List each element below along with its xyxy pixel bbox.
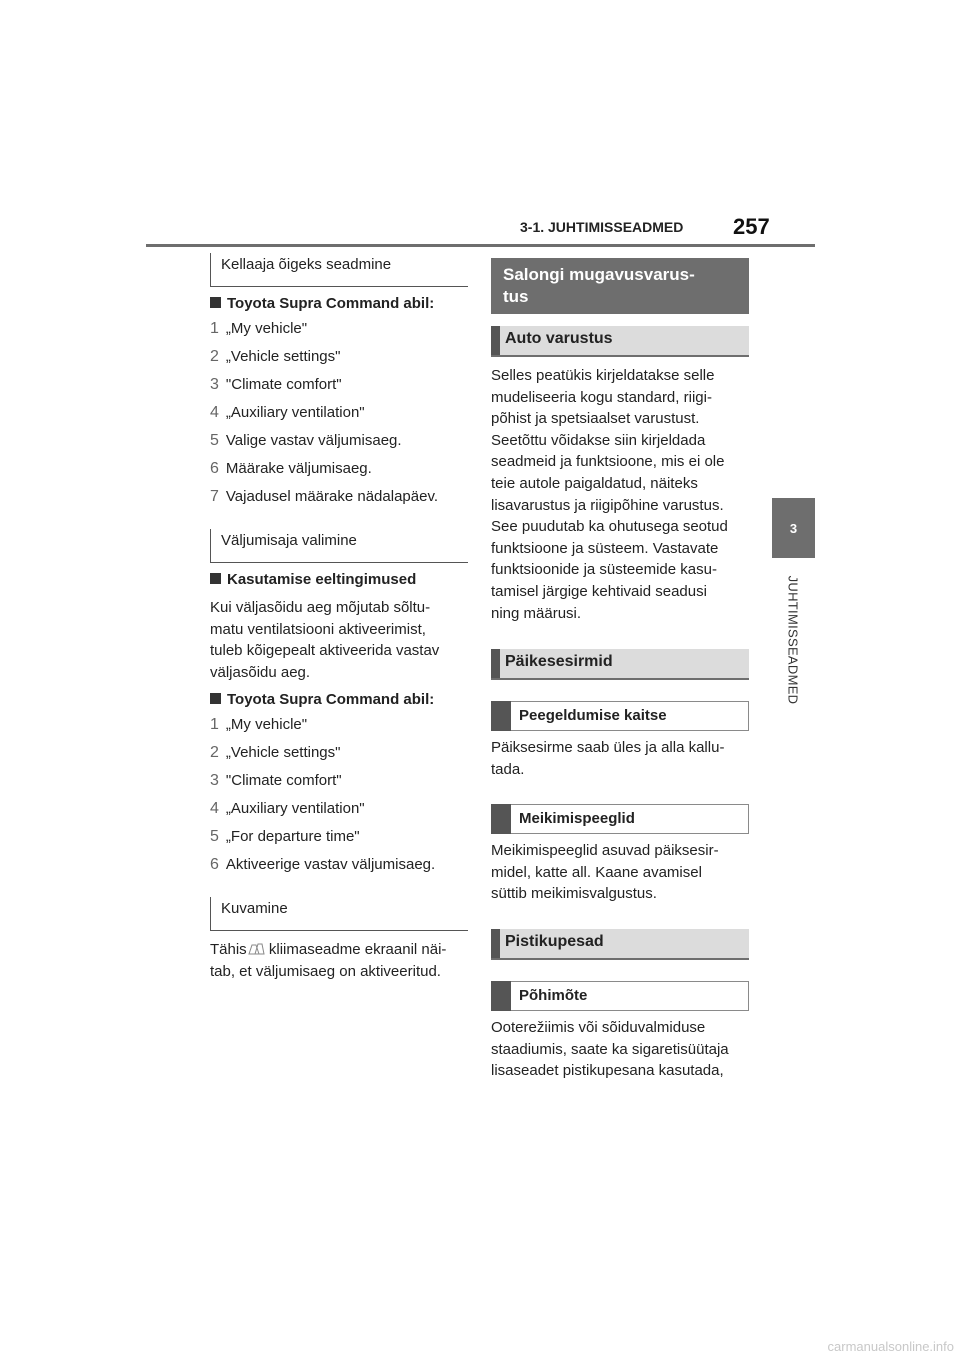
step-text: „My vehicle": [225, 716, 308, 733]
chapter-side-label: JUHTIMISSEADMED: [785, 575, 801, 705]
step-text: Aktiveerige vastav väljumisaeg.: [225, 856, 436, 873]
section-heading-line: tus: [503, 287, 529, 306]
subheading-clock-label: Kellaaja õigeks seadmine: [221, 256, 392, 273]
heading-preconditions: [210, 571, 416, 588]
paragraph-principle: [491, 1017, 753, 1082]
paragraph-glare: [491, 737, 753, 780]
step-number: 2: [210, 348, 219, 365]
step-number: 7: [210, 488, 219, 505]
list-item: [210, 348, 340, 366]
heading-glare-protection: [491, 701, 749, 731]
paragraph-mirrors: [491, 840, 753, 905]
section-title: 3-1. JUHTIMISSEADMED: [520, 219, 684, 235]
heading-principle: [491, 981, 749, 1011]
heading-sockets: [491, 929, 749, 960]
step-number: 5: [210, 828, 219, 845]
square-bullet-icon: [210, 297, 221, 308]
text-line: midel, katte all. Kaane avamisel: [491, 863, 702, 881]
text-line: väljasõidu aeg.: [210, 663, 311, 681]
list-item: [210, 856, 435, 874]
text-line: staadiumis, saate ka sigaretisüütaja: [491, 1040, 729, 1058]
paragraph-equipment: [491, 365, 753, 624]
chapter-tab: 3: [772, 498, 815, 558]
text-line: Kui väljasõidu aeg mõjutab sõltu-: [210, 599, 431, 616]
list-item: [210, 744, 340, 762]
step-number: 6: [210, 856, 219, 873]
step-text: „Auxiliary ventilation": [225, 800, 365, 817]
step-number: 2: [210, 744, 219, 761]
heading-command-2: [210, 691, 434, 708]
text-line: tada.: [491, 760, 525, 778]
text-line: funktsioone ja süsteem. Vastavate: [491, 539, 719, 557]
text-line: Meikimispeeglid asuvad päiksesir-: [491, 842, 719, 859]
list-item: [210, 828, 360, 846]
subheading-clock: [210, 253, 468, 287]
heading-command-2-label: Toyota Supra Command abil:: [227, 691, 435, 708]
text-line: tab, et väljumisaeg on aktiveeritud.: [210, 962, 441, 980]
step-text: "Climate comfort": [225, 772, 342, 789]
section-heading-line: Salongi mugavusvarus-: [503, 265, 695, 284]
heading-bar: [491, 326, 500, 355]
heading-sun-visors-label: Päikesesirmid: [505, 653, 613, 670]
list-item: [210, 716, 307, 734]
text-line: ning määrusi.: [491, 604, 582, 622]
text-line: tuleb kõigepealt aktiveerida vastav: [210, 642, 440, 660]
step-number: 4: [210, 800, 219, 817]
step-text: „My vehicle": [225, 320, 308, 337]
header-rule: [146, 244, 815, 247]
text-line: põhist ja spetsiaalset varustust.: [491, 410, 700, 428]
heading-bar: [491, 804, 511, 834]
text-line: Ooterežiimis või sõiduvalmiduse: [491, 1019, 706, 1036]
heading-sockets-label: Pistikupesad: [505, 933, 604, 950]
text-line: seadmeid ja funktsioone, mis ei ole: [491, 453, 725, 471]
heading-sun-visors: [491, 649, 749, 680]
step-text: „For departure time": [225, 828, 360, 845]
heading-bar: [491, 929, 500, 958]
text-line: süttib meikimisvalgustus.: [491, 885, 657, 903]
text-line: [210, 939, 472, 961]
list-item: [210, 772, 342, 790]
text-line: See puudutab ka ohutusega seotud: [491, 518, 728, 536]
heading-vanity-mirrors-label: Meikimispeeglid: [519, 810, 635, 827]
heading-command-1: [210, 295, 434, 312]
text-line: lisavarustus ja riigipõhine varustus.: [491, 496, 724, 514]
text-line: lisaseadet pistikupesana kasutada,: [491, 1062, 724, 1080]
heading-bar: [491, 981, 511, 1011]
departure-time-icon: [247, 942, 265, 956]
step-number: 4: [210, 404, 219, 421]
list-item: [210, 376, 342, 394]
heading-equipment: [491, 326, 749, 357]
heading-command-1-label: Toyota Supra Command abil:: [227, 295, 435, 312]
watermark: carmanualsonline.info: [827, 1339, 954, 1354]
text-fragment: kliimaseadme ekraanil näi-: [264, 941, 447, 958]
step-text: Valige vastav väljumisaeg.: [225, 432, 402, 449]
paragraph-preconditions: [210, 597, 472, 683]
step-number: 3: [210, 376, 219, 393]
square-bullet-icon: [210, 693, 221, 704]
subheading-display-label: Kuvamine: [221, 900, 288, 917]
list-item: [210, 432, 402, 450]
list-item: [210, 320, 307, 338]
heading-bar: [491, 701, 511, 731]
list-item: [210, 460, 372, 478]
subheading-departure-label: Väljumisaja valimine: [221, 532, 357, 549]
step-number: 5: [210, 432, 219, 449]
step-number: 6: [210, 460, 219, 477]
step-text: Määrake väljumisaeg.: [225, 460, 372, 477]
section-heading-comfort: [491, 258, 749, 314]
text-line: Selles peatükis kirjeldatakse selle: [491, 367, 715, 384]
step-text: „Auxiliary ventilation": [225, 404, 365, 421]
heading-vanity-mirrors: [491, 804, 749, 834]
text-fragment: Tähis: [210, 941, 247, 958]
heading-bar: [491, 649, 500, 678]
subheading-display: [210, 897, 468, 931]
heading-principle-label: Põhimõte: [519, 987, 588, 1004]
text-line: Päiksesirme saab üles ja alla kallu-: [491, 739, 725, 756]
list-item: [210, 488, 438, 506]
paragraph-display: [210, 939, 472, 982]
text-line: teie autole paigaldatud, näiteks: [491, 474, 698, 492]
text-line: funktsioonide ja süsteemide kasu-: [491, 561, 717, 579]
step-number: 3: [210, 772, 219, 789]
list-item: [210, 404, 365, 422]
list-item: [210, 800, 365, 818]
step-text: „Vehicle settings": [225, 348, 341, 365]
text-line: tamisel järgige kehtivaid seadusi: [491, 582, 707, 600]
heading-glare-protection-label: Peegeldumise kaitse: [519, 707, 667, 724]
step-number: 1: [210, 716, 219, 733]
heading-preconditions-label: Kasutamise eeltingimused: [227, 571, 417, 588]
subheading-departure: [210, 529, 468, 563]
text-line: matu ventilatsiooni aktiveerimist,: [210, 620, 426, 638]
square-bullet-icon: [210, 573, 221, 584]
page-number: 257: [733, 214, 770, 239]
heading-equipment-label: Auto varustus: [505, 330, 613, 347]
step-number: 1: [210, 320, 219, 337]
step-text: „Vehicle settings": [225, 744, 341, 761]
step-text: "Climate comfort": [225, 376, 342, 393]
text-line: mudeliseeria kogu standard, riigi-: [491, 388, 712, 406]
text-line: Seetõttu võidakse siin kirjeldada: [491, 431, 706, 449]
step-text: Vajadusel määrake nädalapäev.: [225, 488, 438, 505]
